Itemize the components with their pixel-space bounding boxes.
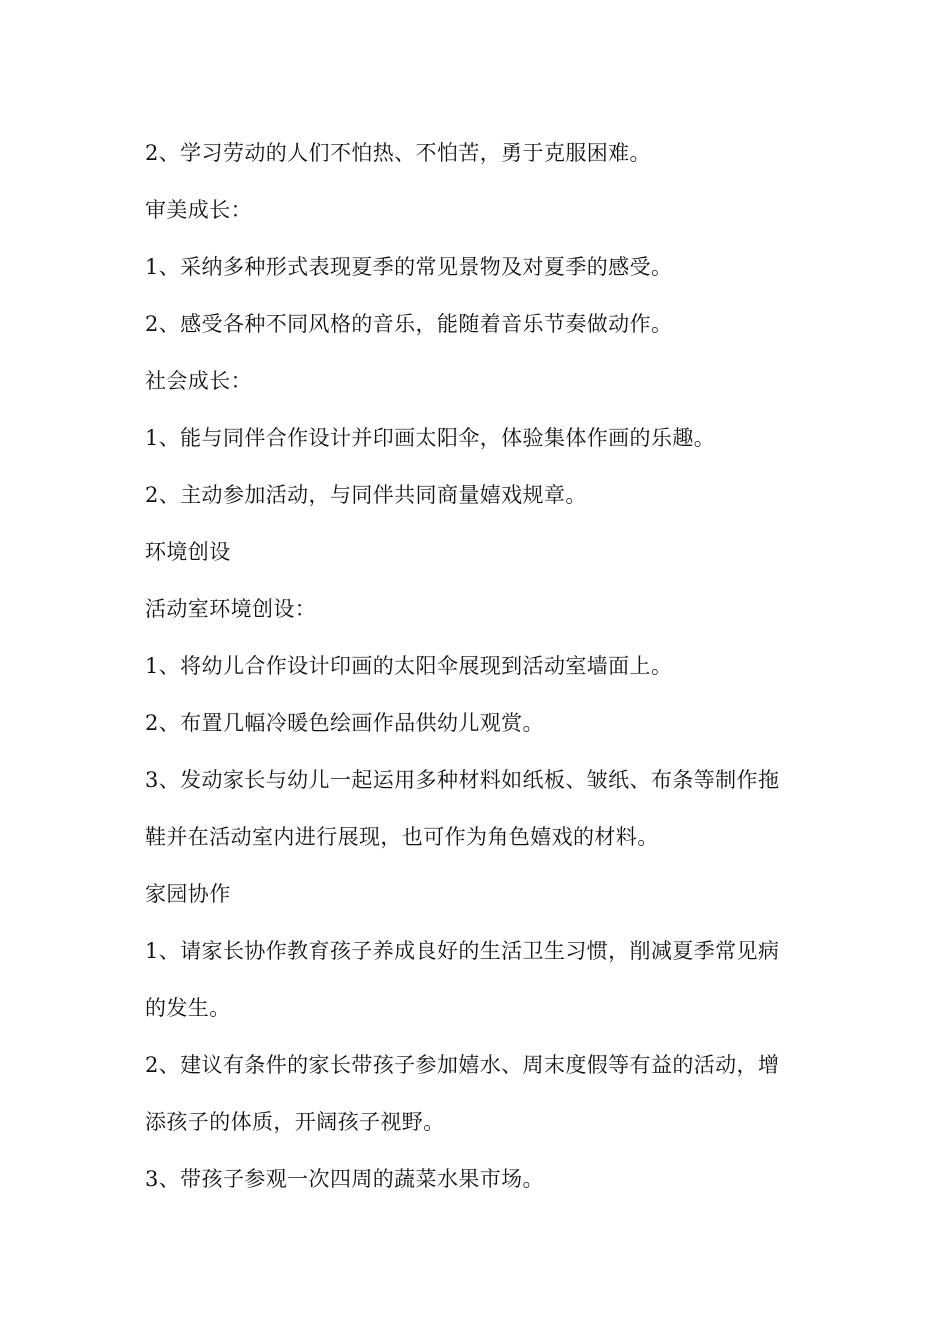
text-line: 2、主动参加活动，与同伴共同商量嬉戏规章。 (145, 483, 587, 507)
text-line: 2、布置几幅冷暖色绘画作品供幼儿观赏。 (145, 711, 544, 735)
section-heading: 社会成长： (145, 369, 252, 393)
section-heading: 环境创设 (145, 540, 231, 564)
text-line: 的发生。 (145, 996, 231, 1020)
section-heading: 家园协作 (145, 882, 231, 906)
text-line: 1、请家长协作教育孩子养成良好的生活卫生习惯，削减夏季常见病 (145, 939, 780, 963)
text-line: 2、学习劳动的人们不怕热、不怕苦，勇于克服困难。 (145, 141, 651, 165)
text-line: 2、建议有条件的家长带孩子参加嬉水、周末度假等有益的活动，增 (145, 1053, 780, 1077)
text-line: 1、将幼儿合作设计印画的太阳伞展现到活动室墙面上。 (145, 654, 673, 678)
document-body (145, 133, 815, 1216)
section-heading: 审美成长： (145, 198, 252, 222)
text-line: 添孩子的体质，开阔孩子视野。 (145, 1110, 445, 1134)
text-line: 1、能与同伴合作设计并印画太阳伞，体验集体作画的乐趣。 (145, 426, 716, 450)
section-heading: 活动室环境创设： (145, 597, 317, 621)
text-line: 3、发动家长与幼儿一起运用多种材料如纸板、皱纸、布条等制作拖 (145, 768, 780, 792)
text-line: 2、感受各种不同风格的音乐，能随着音乐节奏做动作。 (145, 312, 673, 336)
text-line: 3、带孩子参观一次四周的蔬菜水果市场。 (145, 1167, 544, 1191)
text-line: 1、采纳多种形式表现夏季的常见景物及对夏季的感受。 (145, 255, 673, 279)
text-line: 鞋并在活动室内进行展现，也可作为角色嬉戏的材料。 (145, 825, 659, 849)
